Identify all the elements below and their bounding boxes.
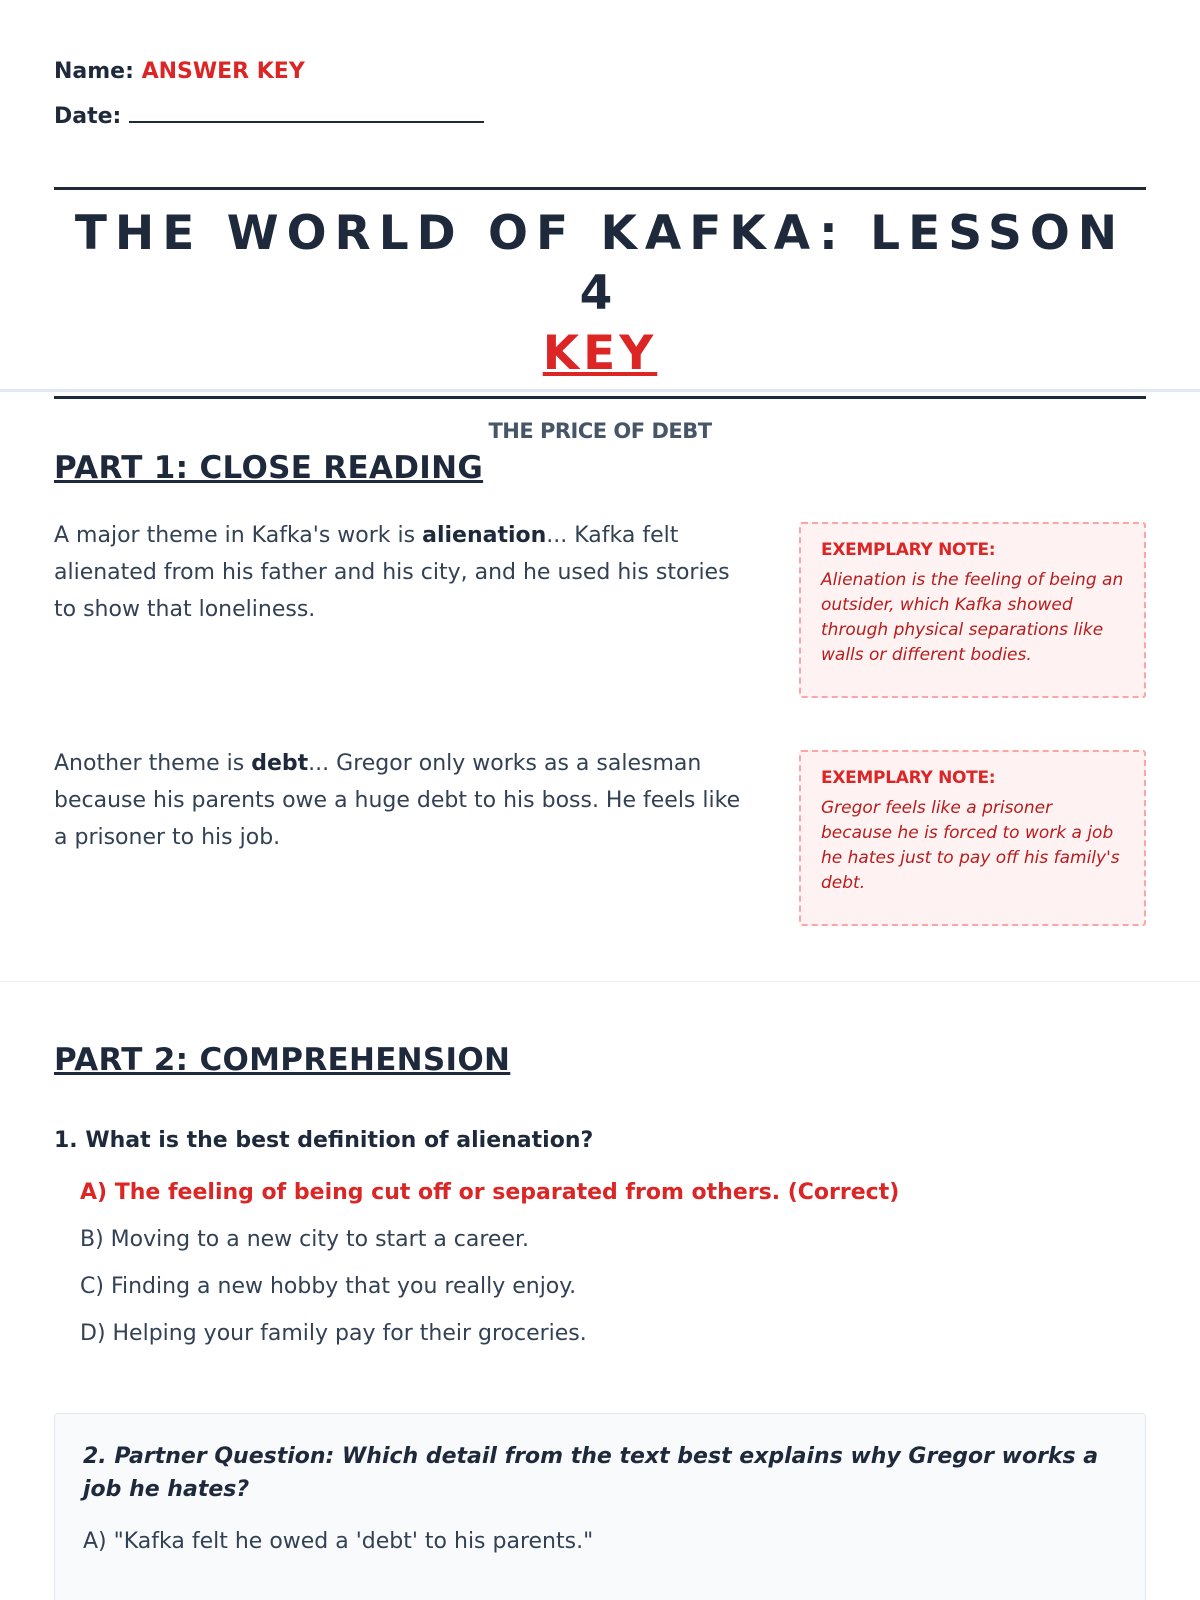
- name-label: Name:: [54, 59, 134, 84]
- option-c: C) Finding a new hobby that you really enjoy.: [80, 1274, 577, 1299]
- passage-text: [54, 517, 754, 628]
- name-value: ANSWER KEY: [141, 59, 305, 84]
- note-body: Gregor feels like a prisoner because he is forced to work a job he hates just to pay off his family's debt.: [821, 798, 1120, 893]
- part1-section: [0, 392, 1200, 982]
- part2-heading: PART 2: COMPREHENSION: [54, 1042, 511, 1078]
- option-b: B) Moving to a new city to start a career.: [80, 1227, 530, 1252]
- note-body: Alienation is the feeling of being an outsider, which Kafka showed through physical separations like walls or different bodies.: [821, 570, 1124, 665]
- note-title: EXEMPLARY NOTE:: [821, 768, 996, 788]
- passage-text-start: Another theme is: [54, 751, 252, 776]
- passage-text-end: ... Kafka felt alienated from his father and his city, and he used his stories to show that loneliness.: [54, 523, 730, 622]
- question-2-options: [83, 1524, 1117, 1560]
- date-label: Date:: [54, 104, 122, 129]
- name-line: [54, 54, 1146, 90]
- part2-section: [0, 982, 1200, 1600]
- question-1-options: [54, 1175, 1146, 1363]
- key-label: KEY: [542, 326, 658, 381]
- passage-row: [54, 522, 1146, 698]
- exemplary-note: [799, 750, 1146, 926]
- passage-text-end: ... Gregor only works as a salesman because his parents owe a huge debt to his boss. He feels like a prisoner to his job.: [54, 751, 741, 850]
- title-block: [54, 187, 1146, 399]
- passage-text: [54, 745, 754, 856]
- page-title: THE WORLD OF KAFKA: LESSON 4: [74, 206, 1126, 321]
- worksheet-header: [0, 0, 1200, 443]
- option-a: A) "Kafka felt he owed a 'debt' to his parents.": [83, 1529, 594, 1554]
- option-a-correct: A) The feeling of being cut off or separated from others. (Correct): [80, 1180, 900, 1205]
- passage-row: [54, 750, 1146, 926]
- partner-question-box: [54, 1413, 1146, 1600]
- exemplary-note: [799, 522, 1146, 698]
- passage-keyword: debt: [251, 751, 309, 776]
- note-title: EXEMPLARY NOTE:: [821, 540, 996, 560]
- date-line: [54, 99, 1146, 135]
- part1-heading: PART 1: CLOSE READING: [54, 450, 484, 486]
- passage-keyword: alienation: [422, 523, 547, 548]
- option-d: D) Helping your family pay for their groceries.: [80, 1321, 587, 1346]
- date-blank: [129, 99, 484, 123]
- question-1: 1. What is the best definition of alienation?: [54, 1128, 594, 1153]
- question-2: 2. Partner Question: Which detail from the text best explains why Gregor works a job he hates?: [83, 1444, 1099, 1502]
- page-subtitle: THE PRICE OF DEBT: [488, 419, 712, 443]
- passage-text-start: A major theme in Kafka's work is: [54, 523, 423, 548]
